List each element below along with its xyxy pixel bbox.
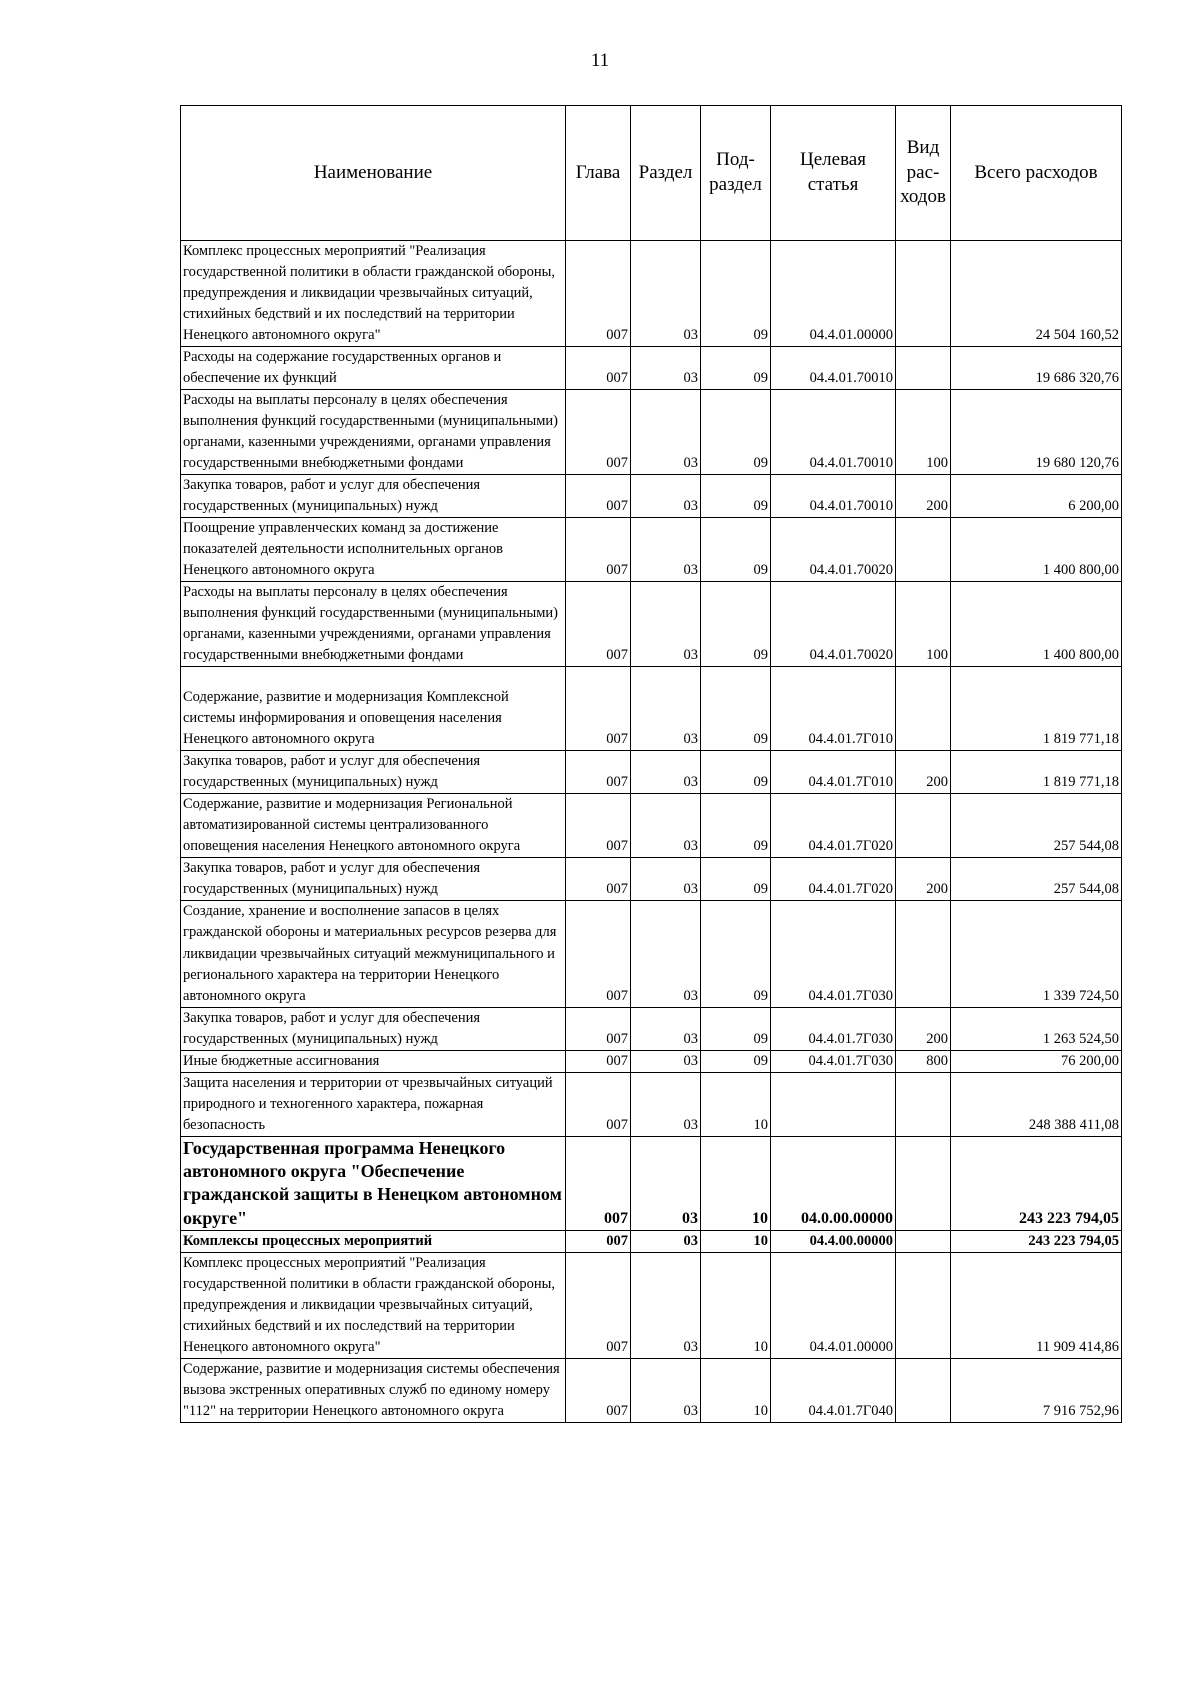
cell-total: 1 400 800,00 <box>951 518 1122 582</box>
cell-total: 248 388 411,08 <box>951 1072 1122 1136</box>
cell-type: 800 <box>896 1050 951 1072</box>
header-type: Вид рас- ходов <box>896 106 951 241</box>
cell-total: 257 544,08 <box>951 858 1122 901</box>
cell-type <box>896 794 951 858</box>
cell-subsection: 09 <box>701 667 771 751</box>
table-row <box>181 751 1122 794</box>
cell-chapter: 007 <box>566 1231 631 1253</box>
cell-type: 200 <box>896 1007 951 1050</box>
table-row <box>181 347 1122 390</box>
cell-target: 04.4.01.7Г020 <box>771 794 896 858</box>
cell-target <box>771 1072 896 1136</box>
cell-target: 04.4.01.7Г030 <box>771 1050 896 1072</box>
cell-name: Закупка товаров, работ и услуг для обеспечения государственных (муниципальных) нужд <box>181 751 566 794</box>
cell-section: 03 <box>631 667 701 751</box>
cell-chapter: 007 <box>566 1050 631 1072</box>
cell-total: 1 339 724,50 <box>951 901 1122 1007</box>
cell-type <box>896 241 951 347</box>
header-target: Целевая статья <box>771 106 896 241</box>
cell-total: 24 504 160,52 <box>951 241 1122 347</box>
cell-subsection: 09 <box>701 518 771 582</box>
cell-chapter: 007 <box>566 667 631 751</box>
table-row <box>181 475 1122 518</box>
cell-chapter: 007 <box>566 1072 631 1136</box>
cell-target: 04.4.01.70020 <box>771 518 896 582</box>
cell-name: Расходы на содержание государственных органов и обеспечение их функций <box>181 347 566 390</box>
cell-target: 04.4.01.70010 <box>771 347 896 390</box>
cell-chapter: 007 <box>566 1136 631 1231</box>
cell-name: Расходы на выплаты персоналу в целях обеспечения выполнения функций государственными (муниципальными) органами, казенными учреждениями, органами управления государственными внебюджетными фондами <box>181 582 566 667</box>
cell-target: 04.4.01.7Г030 <box>771 1007 896 1050</box>
cell-total: 1 819 771,18 <box>951 751 1122 794</box>
cell-section: 03 <box>631 901 701 1007</box>
cell-target: 04.4.01.00000 <box>771 1253 896 1359</box>
table-row <box>181 518 1122 582</box>
cell-target: 04.4.01.7Г040 <box>771 1359 896 1423</box>
cell-total: 243 223 794,05 <box>951 1136 1122 1231</box>
cell-chapter: 007 <box>566 901 631 1007</box>
cell-chapter: 007 <box>566 794 631 858</box>
cell-section: 03 <box>631 1072 701 1136</box>
cell-name: Иные бюджетные ассигнования <box>181 1050 566 1072</box>
cell-subsection: 09 <box>701 582 771 667</box>
table-row <box>181 582 1122 667</box>
cell-target: 04.4.01.7Г020 <box>771 858 896 901</box>
cell-section: 03 <box>631 390 701 475</box>
cell-target: 04.4.01.70020 <box>771 582 896 667</box>
cell-chapter: 007 <box>566 751 631 794</box>
cell-type: 200 <box>896 858 951 901</box>
cell-name: Создание, хранение и восполнение запасов в целях гражданской обороны и материальных ресурсов резерва для ликвидации чрезвычайных ситуаций межмуниципального и регионального характера на территории Ненецкого автономного округа <box>181 901 566 1007</box>
cell-name: Поощрение управленческих команд за достижение показателей деятельности исполнительных органов Ненецкого автономного округа <box>181 518 566 582</box>
cell-type <box>896 1072 951 1136</box>
cell-chapter: 007 <box>566 475 631 518</box>
table-row <box>181 241 1122 347</box>
table-row <box>181 1136 1122 1231</box>
cell-target: 04.4.01.70010 <box>771 390 896 475</box>
header-section: Раздел <box>631 106 701 241</box>
cell-name: Государственная программа Ненецкого автономного округа "Обеспечение гражданской защиты в Ненецком автономном округе" <box>181 1136 566 1231</box>
cell-total: 1 400 800,00 <box>951 582 1122 667</box>
cell-subsection: 09 <box>701 347 771 390</box>
cell-total: 243 223 794,05 <box>951 1231 1122 1253</box>
cell-section: 03 <box>631 1136 701 1231</box>
cell-total: 76 200,00 <box>951 1050 1122 1072</box>
cell-type <box>896 1253 951 1359</box>
cell-type <box>896 518 951 582</box>
table-row <box>181 794 1122 858</box>
cell-chapter: 007 <box>566 518 631 582</box>
cell-subsection: 10 <box>701 1136 771 1231</box>
cell-chapter: 007 <box>566 582 631 667</box>
cell-name: Защита населения и территории от чрезвычайных ситуаций природного и техногенного характера, пожарная безопасность <box>181 1072 566 1136</box>
cell-chapter: 007 <box>566 858 631 901</box>
header-chapter: Глава <box>566 106 631 241</box>
cell-chapter: 007 <box>566 241 631 347</box>
cell-type: 100 <box>896 390 951 475</box>
table-row <box>181 1359 1122 1423</box>
cell-section: 03 <box>631 475 701 518</box>
table-header-row <box>181 106 1122 241</box>
cell-type: 100 <box>896 582 951 667</box>
cell-type <box>896 1231 951 1253</box>
budget-table <box>180 105 1122 1423</box>
cell-target: 04.4.01.7Г010 <box>771 751 896 794</box>
cell-subsection: 09 <box>701 1050 771 1072</box>
cell-target: 04.4.01.00000 <box>771 241 896 347</box>
cell-chapter: 007 <box>566 1359 631 1423</box>
cell-subsection: 09 <box>701 901 771 1007</box>
cell-subsection: 09 <box>701 1007 771 1050</box>
cell-total: 1 263 524,50 <box>951 1007 1122 1050</box>
table-row <box>181 1231 1122 1253</box>
cell-name: Расходы на выплаты персоналу в целях обеспечения выполнения функций государственными (муниципальными) органами, казенными учреждениями, органами управления государственными внебюджетными фондами <box>181 390 566 475</box>
cell-type <box>896 1136 951 1231</box>
cell-total: 6 200,00 <box>951 475 1122 518</box>
cell-subsection: 10 <box>701 1072 771 1136</box>
cell-target: 04.0.00.00000 <box>771 1136 896 1231</box>
cell-total: 11 909 414,86 <box>951 1253 1122 1359</box>
cell-name: Закупка товаров, работ и услуг для обеспечения государственных (муниципальных) нужд <box>181 1007 566 1050</box>
cell-name: Содержание, развитие и модернизация системы обеспечения вызова экстренных оперативных служб по единому номеру "112" на территории Ненецкого автономного округа <box>181 1359 566 1423</box>
header-subsection: Под- раздел <box>701 106 771 241</box>
cell-type <box>896 667 951 751</box>
cell-total: 19 686 320,76 <box>951 347 1122 390</box>
cell-target: 04.4.01.7Г010 <box>771 667 896 751</box>
cell-section: 03 <box>631 1231 701 1253</box>
cell-section: 03 <box>631 347 701 390</box>
cell-type <box>896 901 951 1007</box>
cell-name: Закупка товаров, работ и услуг для обеспечения государственных (муниципальных) нужд <box>181 858 566 901</box>
cell-target: 04.4.01.70010 <box>771 475 896 518</box>
cell-subsection: 09 <box>701 794 771 858</box>
cell-subsection: 10 <box>701 1359 771 1423</box>
cell-section: 03 <box>631 582 701 667</box>
table-row <box>181 1007 1122 1050</box>
cell-section: 03 <box>631 1253 701 1359</box>
cell-subsection: 10 <box>701 1231 771 1253</box>
cell-total: 257 544,08 <box>951 794 1122 858</box>
header-total: Всего расходов <box>951 106 1122 241</box>
cell-name: Содержание, развитие и модернизация Региональной автоматизированной системы централизованного оповещения населения Ненецкого автономного округа <box>181 794 566 858</box>
cell-section: 03 <box>631 1050 701 1072</box>
table-row <box>181 1072 1122 1136</box>
cell-section: 03 <box>631 751 701 794</box>
cell-subsection: 09 <box>701 751 771 794</box>
cell-section: 03 <box>631 858 701 901</box>
cell-target: 04.4.01.7Г030 <box>771 901 896 1007</box>
cell-name: Закупка товаров, работ и услуг для обеспечения государственных (муниципальных) нужд <box>181 475 566 518</box>
cell-chapter: 007 <box>566 347 631 390</box>
cell-name: Комплекс процессных мероприятий "Реализация государственной политики в области гражданской обороны, предупреждения и ликвидации чрезвычайных ситуаций, стихийных бедствий и их последствий на территории Ненецкого автономного округа" <box>181 1253 566 1359</box>
cell-total: 1 819 771,18 <box>951 667 1122 751</box>
table-row <box>181 667 1122 751</box>
cell-chapter: 007 <box>566 1007 631 1050</box>
cell-subsection: 09 <box>701 390 771 475</box>
table-row <box>181 1253 1122 1359</box>
cell-subsection: 09 <box>701 241 771 347</box>
cell-type <box>896 1359 951 1423</box>
table-row <box>181 1050 1122 1072</box>
cell-section: 03 <box>631 1007 701 1050</box>
header-name: Наименование <box>181 106 566 241</box>
table-row <box>181 901 1122 1007</box>
cell-section: 03 <box>631 794 701 858</box>
table-row <box>181 858 1122 901</box>
page-number: 11 <box>590 50 610 71</box>
cell-type: 200 <box>896 475 951 518</box>
cell-type <box>896 347 951 390</box>
cell-type: 200 <box>896 751 951 794</box>
cell-section: 03 <box>631 241 701 347</box>
cell-section: 03 <box>631 518 701 582</box>
table-row <box>181 390 1122 475</box>
cell-name: Комплекс процессных мероприятий "Реализация государственной политики в области гражданской обороны, предупреждения и ликвидации чрезвычайных ситуаций, стихийных бедствий и их последствий на территории Ненецкого автономного округа" <box>181 241 566 347</box>
cell-name: Содержание, развитие и модернизация Комплексной системы информирования и оповещения населения Ненецкого автономного округа <box>181 667 566 751</box>
cell-section: 03 <box>631 1359 701 1423</box>
cell-total: 7 916 752,96 <box>951 1359 1122 1423</box>
cell-subsection: 10 <box>701 1253 771 1359</box>
cell-chapter: 007 <box>566 390 631 475</box>
cell-chapter: 007 <box>566 1253 631 1359</box>
cell-subsection: 09 <box>701 858 771 901</box>
cell-name: Комплексы процессных мероприятий <box>181 1231 566 1253</box>
cell-subsection: 09 <box>701 475 771 518</box>
cell-total: 19 680 120,76 <box>951 390 1122 475</box>
cell-target: 04.4.00.00000 <box>771 1231 896 1253</box>
